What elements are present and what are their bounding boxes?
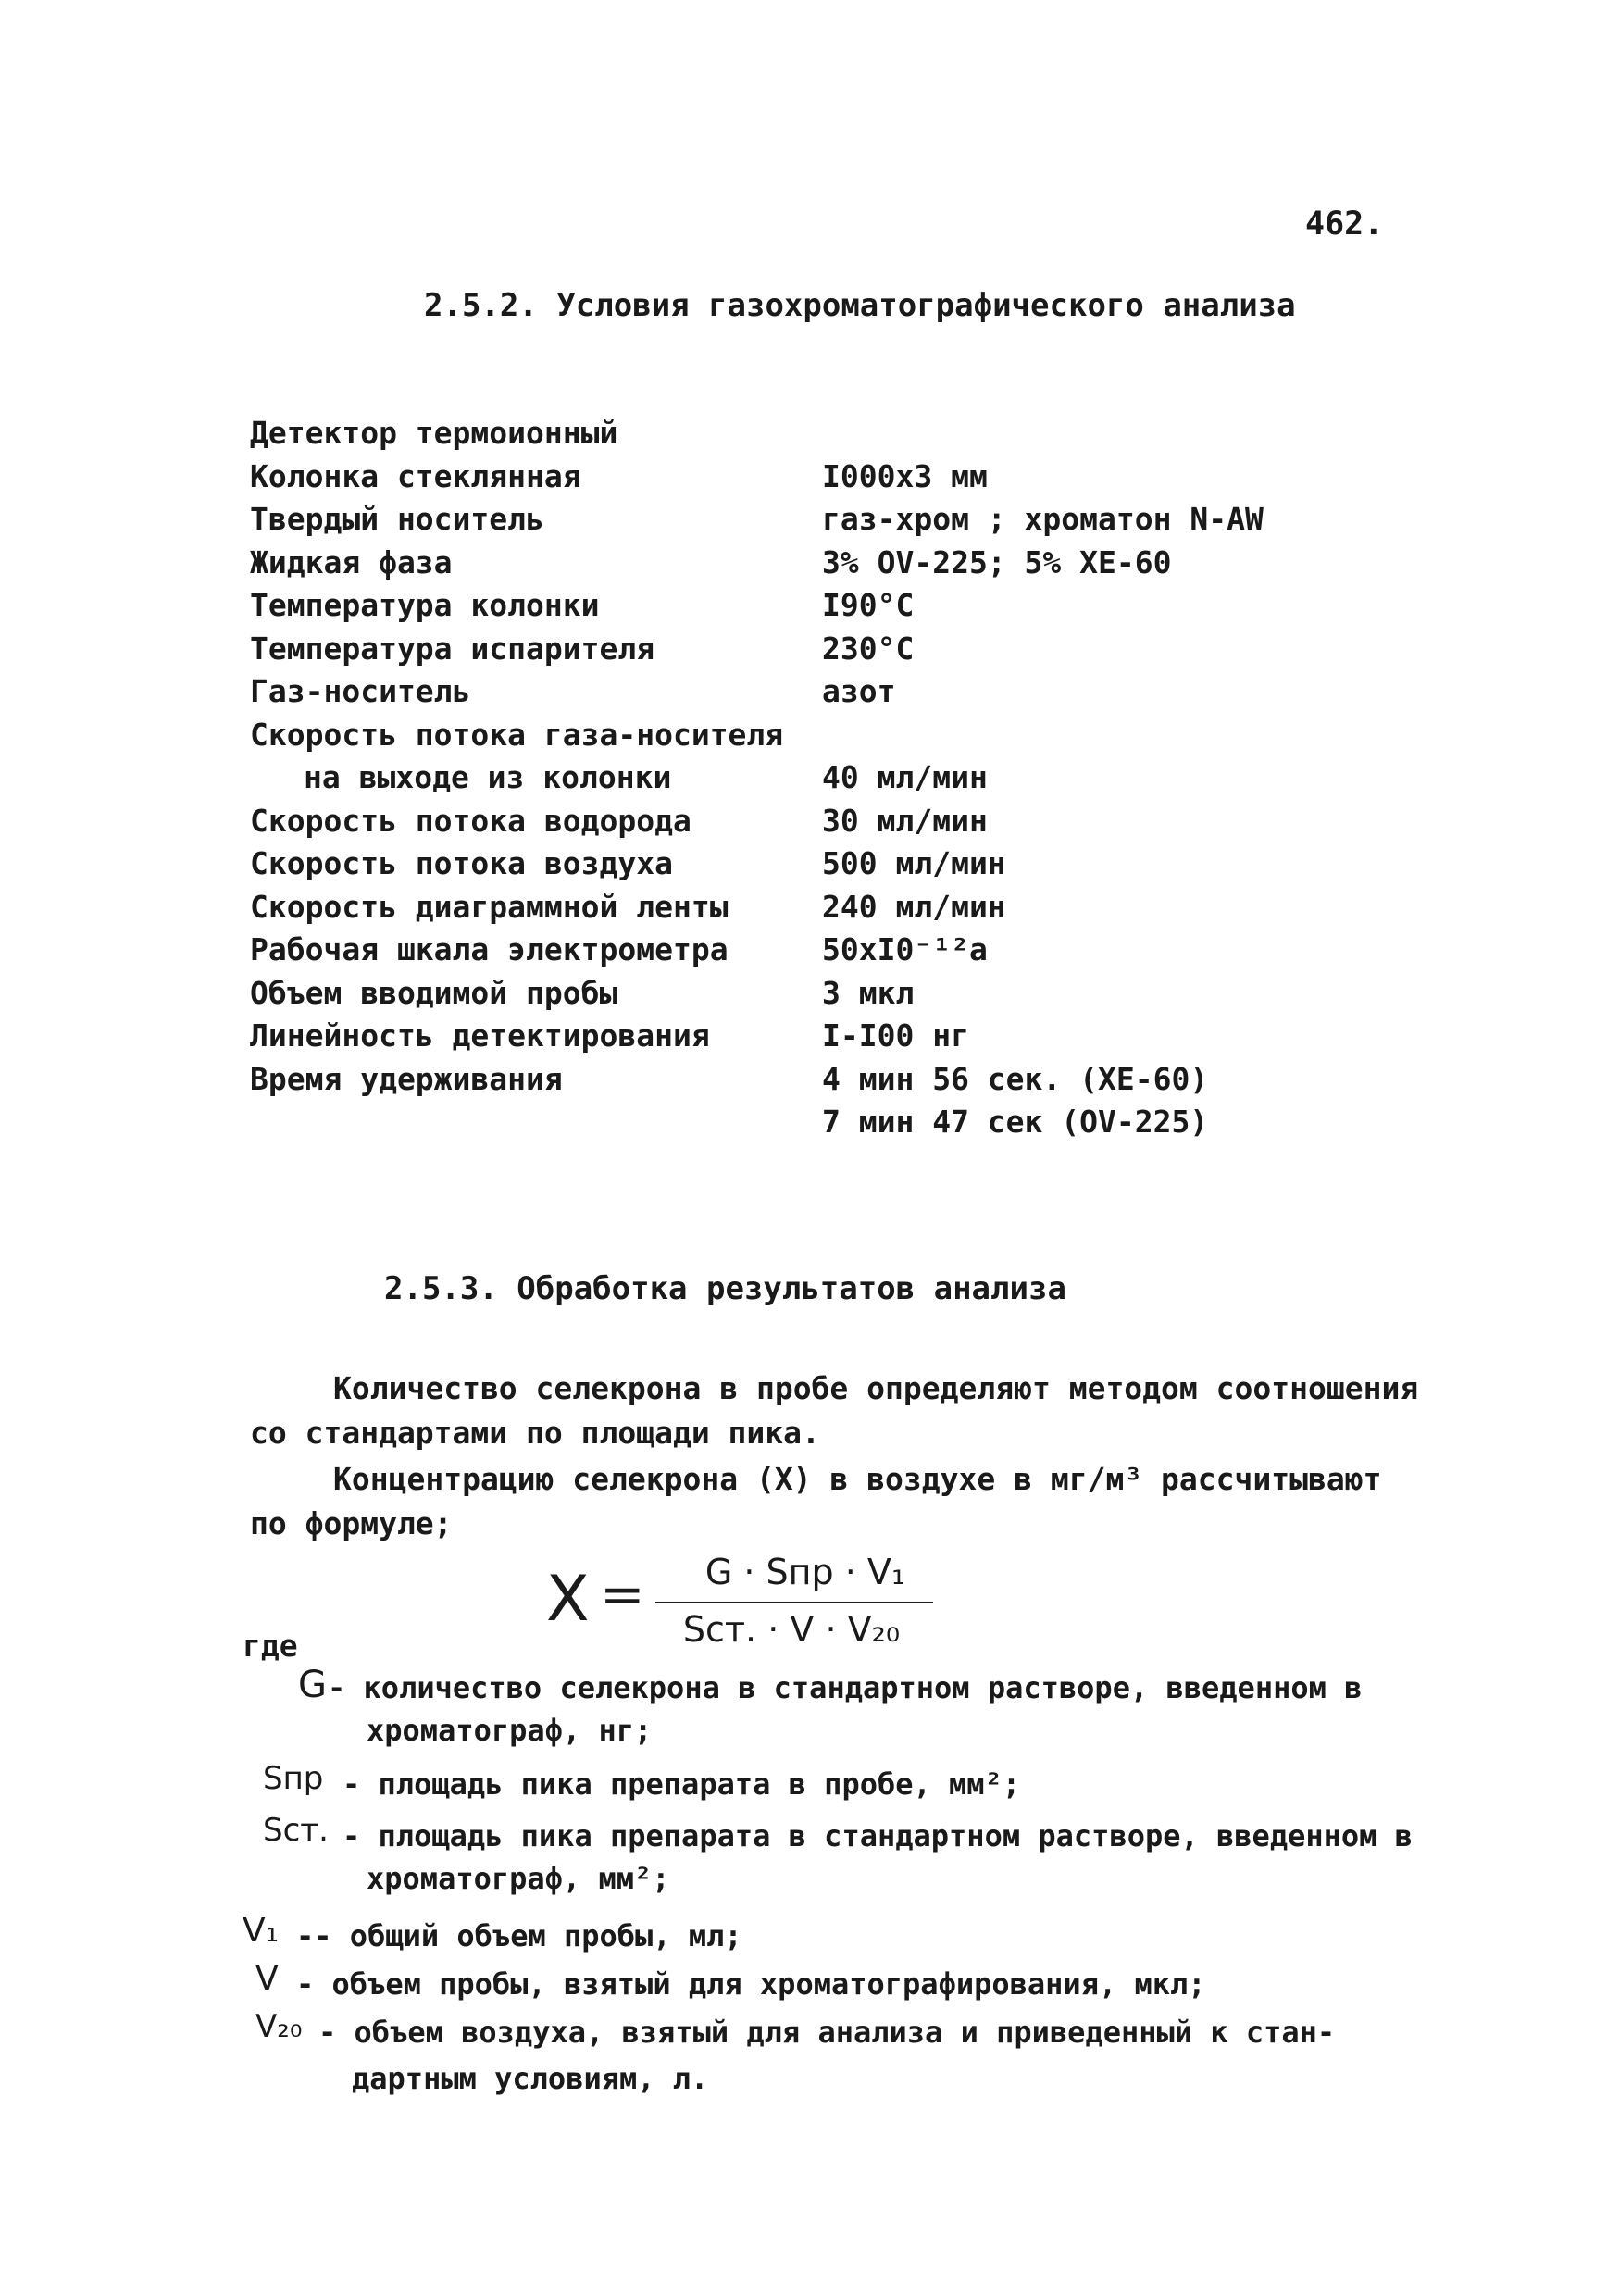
condition-value: I-I00 нг — [822, 1017, 969, 1054]
condition-value: 240 мл/мин — [822, 888, 1006, 925]
condition-row — [250, 759, 1361, 803]
condition-value: 230°C — [822, 630, 915, 667]
definition-symbol: V₂₀ — [255, 2008, 303, 2045]
definition-text: - количество селекрона в стандартном растворе, введенном в — [328, 1670, 1363, 1705]
condition-row — [250, 544, 1361, 588]
section-heading-conditions: 2.5.2. Условия газохроматографического анализа — [424, 287, 1296, 324]
condition-row — [250, 673, 1361, 717]
concentration-formula — [546, 1544, 935, 1683]
definition-text: - площадь пика препарата в пробе, мм²; — [343, 1766, 1021, 1802]
condition-row — [250, 458, 1361, 502]
condition-value: 7 мин 47 сек (OV-225) — [822, 1104, 1209, 1140]
formula-numerator: G · Sпр · V₁ — [704, 1552, 906, 1592]
condition-row — [250, 587, 1361, 630]
condition-value: I000x3 мм — [822, 457, 988, 494]
fraction-bar — [655, 1602, 933, 1603]
condition-row — [250, 931, 1361, 975]
condition-value: 30 мл/мин — [822, 802, 988, 839]
condition-value: 4 мин 56 сек. (XE-60) — [822, 1060, 1209, 1097]
paragraph-line: Концентрацию селекрона (X) в воздухе в мг/м³ рассчитывают — [333, 1461, 1382, 1497]
condition-value: 3 мкл — [822, 974, 915, 1011]
where-label: где — [243, 1628, 298, 1664]
definition-symbol: V — [255, 1960, 279, 1998]
condition-row — [250, 845, 1361, 889]
condition-label: Объем вводимой пробы — [250, 974, 618, 1011]
condition-value: 50xI0⁻¹²a — [822, 931, 988, 967]
definition-continuation: хроматограф, мм²; — [367, 1861, 670, 1896]
definition-text: - объем воздуха, взятый для анализа и приведенный к стан- — [318, 2015, 1336, 2050]
definition-item — [243, 1812, 1446, 1915]
condition-value: азот — [822, 673, 896, 709]
condition-label: Газ-носитель — [250, 673, 471, 709]
condition-label: Линейность детектирования — [250, 1017, 710, 1054]
condition-label: на выходе из колонки — [304, 759, 672, 795]
condition-label: Скорость потока водорода — [250, 802, 691, 839]
definition-symbol: Sст. — [263, 1812, 329, 1849]
analysis-conditions-list — [250, 415, 1361, 1147]
condition-row — [250, 975, 1361, 1018]
condition-label: Температура колонки — [250, 587, 600, 623]
definition-item — [243, 2008, 1446, 2113]
condition-label: Скорость диаграммной ленты — [250, 888, 729, 925]
condition-row — [250, 889, 1361, 932]
condition-row — [250, 717, 1361, 760]
definition-continuation: хроматограф, нг; — [367, 1713, 653, 1748]
condition-label: Рабочая шкала электрометра — [250, 931, 729, 967]
definition-text: - объем пробы, взятый для хроматографирования, мкл; — [296, 1966, 1206, 2002]
condition-value: 40 мл/мин — [822, 759, 988, 795]
definition-symbol: G — [298, 1664, 327, 1706]
paragraph-line: Количество селекрона в пробе определяют методом соотношения — [333, 1370, 1419, 1406]
condition-label: Жидкая фаза — [250, 543, 453, 580]
condition-label: Колонка стеклянная — [250, 457, 581, 494]
paragraph-line: со стандартами по площади пика. — [250, 1415, 820, 1451]
variable-definitions — [243, 1666, 1446, 2113]
condition-label: Твердый носитель — [250, 501, 544, 537]
condition-value: 500 мл/мин — [822, 845, 1006, 881]
condition-label: Скорость потока газа-носителя — [250, 716, 784, 753]
condition-row — [250, 1104, 1361, 1147]
definition-symbol: V₁ — [243, 1912, 280, 1950]
condition-label: Скорость потока воздуха — [250, 845, 673, 881]
definition-symbol: Sпр — [263, 1760, 324, 1797]
condition-row — [250, 415, 1361, 458]
condition-label: Температура испарителя — [250, 630, 655, 667]
condition-label: Время удерживания — [250, 1060, 563, 1097]
condition-value: I90°C — [822, 587, 915, 623]
definition-text: -- общий объем пробы, мл; — [296, 1918, 742, 1953]
section-heading-processing: 2.5.3. Обработка результатов анализа — [384, 1270, 1066, 1307]
formula-denominator: Sст. · V · V₂₀ — [682, 1609, 901, 1650]
definition-item — [243, 1760, 1446, 1815]
formula-lhs: X — [546, 1563, 590, 1636]
condition-label: Детектор термоионный — [250, 415, 618, 451]
condition-row — [250, 1017, 1361, 1061]
page-number: 462. — [1305, 206, 1384, 243]
definition-item — [243, 1666, 1446, 1763]
condition-row — [250, 501, 1361, 544]
definition-item — [243, 1960, 1446, 2011]
condition-value: газ-хром ; хроматон N-AW — [822, 501, 1264, 537]
condition-value: 3% OV-225; 5% XE-60 — [822, 543, 1172, 580]
definition-text: - площадь пика препарата в стандартном растворе, введенном в — [343, 1818, 1413, 1853]
definition-continuation: дартным условиям, л. — [352, 2061, 709, 2096]
definition-item — [243, 1912, 1446, 1963]
formula-equals: = — [600, 1563, 645, 1626]
paragraph-line: по формуле; — [250, 1505, 453, 1541]
condition-row — [250, 803, 1361, 846]
condition-row — [250, 630, 1361, 674]
condition-row — [250, 1061, 1361, 1104]
